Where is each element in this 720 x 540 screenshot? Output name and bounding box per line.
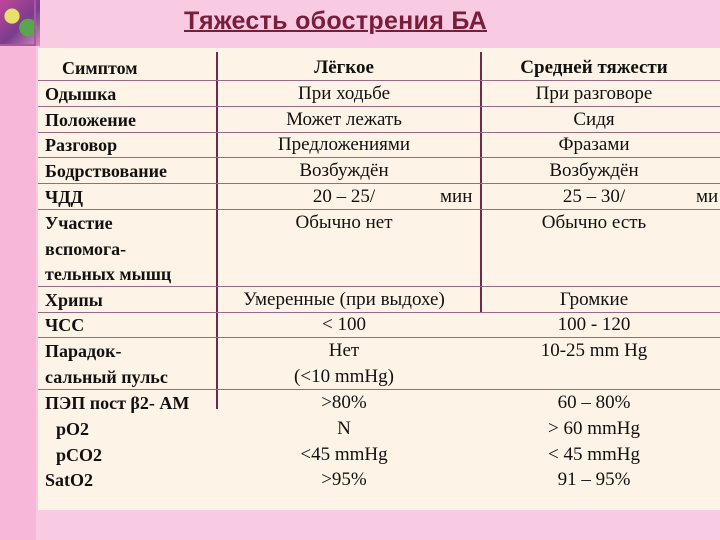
symptom-cell: ЧСС bbox=[45, 315, 85, 335]
row-line bbox=[38, 183, 720, 184]
symptom-cell: Бодрствование bbox=[45, 161, 167, 181]
symptom-cell: SatO2 bbox=[45, 470, 94, 490]
row-line bbox=[38, 132, 720, 133]
symptom-cell: pO2 bbox=[56, 419, 90, 439]
moderate-cell: Возбуждён bbox=[549, 160, 639, 181]
row-line bbox=[38, 286, 720, 287]
light-unit: мин bbox=[440, 186, 473, 207]
decor-line-left bbox=[34, 0, 36, 46]
symptom-cell: Положение bbox=[45, 110, 136, 130]
symptom-cell-line2: вспомога- bbox=[45, 239, 127, 259]
symptom-cell: pCO2 bbox=[56, 445, 103, 465]
light-cell: При ходьбе bbox=[297, 83, 391, 104]
header-moderate: Средней тяжести bbox=[520, 57, 668, 78]
symptom-cell: Разговор bbox=[45, 135, 118, 155]
light-cell: Предложениями bbox=[277, 134, 411, 155]
moderate-cell: Громкие bbox=[559, 289, 629, 310]
decor-line-top bbox=[0, 44, 36, 46]
moderate-cell: < 45 mmHg bbox=[548, 444, 640, 465]
column-divider-2 bbox=[480, 52, 482, 312]
symptom-cell: Одышка bbox=[45, 84, 117, 104]
moderate-cell: 91 – 95% bbox=[557, 469, 631, 490]
light-cell: Возбуждён bbox=[299, 160, 389, 181]
light-cell-line2: (<10 mmHg) bbox=[294, 366, 394, 387]
light-cell: >80% bbox=[321, 392, 367, 413]
symptom-cell-line3: тельных мышц bbox=[45, 264, 172, 284]
light-cell: <45 mmHg bbox=[300, 444, 388, 465]
moderate-unit: ми bbox=[696, 186, 719, 207]
moderate-cell: Сидя bbox=[573, 109, 615, 130]
row-line bbox=[38, 209, 720, 210]
moderate-cell: Фразами bbox=[558, 134, 630, 155]
header-symptom: Симптом bbox=[62, 58, 138, 78]
moderate-cell: 10-25 mm Hg bbox=[540, 340, 648, 361]
light-cell: >95% bbox=[321, 469, 367, 490]
symptom-cell: Участие bbox=[45, 213, 113, 233]
light-cell: N bbox=[337, 418, 351, 439]
row-line bbox=[38, 337, 720, 338]
light-cell: Нет bbox=[328, 340, 360, 361]
moderate-cell: При разговоре bbox=[535, 83, 653, 104]
symptom-cell-line2: сальный пульс bbox=[45, 367, 168, 387]
row-line bbox=[38, 389, 720, 390]
moderate-cell: > 60 mmHg bbox=[548, 418, 640, 439]
left-stripe bbox=[0, 46, 36, 540]
moderate-cell: 60 – 80% bbox=[557, 392, 631, 413]
symptom-cell: ЧДД bbox=[45, 187, 83, 207]
page-title: Тяжесть обострения БА bbox=[184, 7, 488, 35]
light-cell: < 100 bbox=[322, 314, 366, 335]
symptom-cell: Хрипы bbox=[45, 290, 103, 310]
light-cell: Может лежать bbox=[286, 109, 402, 130]
light-cell: Умеренные (при выдохе) bbox=[243, 289, 445, 310]
header-light: Лёгкое bbox=[314, 57, 374, 78]
light-cell: 20 – 25/ bbox=[312, 186, 376, 207]
row-line bbox=[38, 106, 720, 107]
moderate-cell: Обычно есть bbox=[541, 212, 647, 233]
row-line bbox=[38, 80, 720, 81]
moderate-cell: 25 – 30/ bbox=[562, 186, 626, 207]
row-line bbox=[38, 157, 720, 158]
symptom-cell: ПЭП пост β2- АМ bbox=[45, 393, 190, 413]
symptom-cell: Парадок- bbox=[45, 341, 122, 361]
moderate-cell: 100 - 120 bbox=[557, 314, 631, 335]
light-cell: Обычно нет bbox=[295, 212, 393, 233]
row-line bbox=[38, 312, 720, 313]
